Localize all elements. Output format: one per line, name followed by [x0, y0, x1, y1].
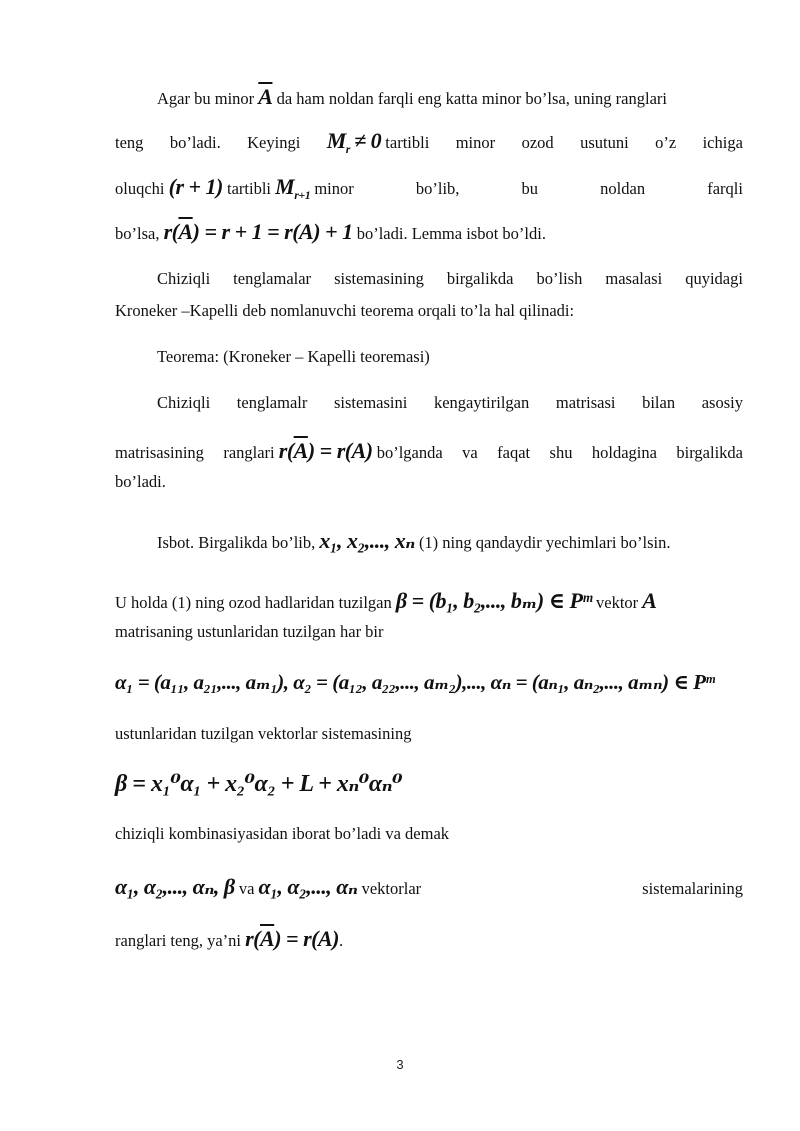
- text: chiziqli kombinasiyasidan iborat bo’ladi va demak: [115, 824, 450, 843]
- p1-line-3: [115, 176, 743, 201]
- math-system-alpha: α₁, α₂,..., αₙ: [258, 874, 358, 899]
- text: bo’lsa,: [115, 224, 160, 243]
- word: bo’lganda: [376, 443, 443, 462]
- text: Agar bu minor: [157, 89, 255, 108]
- word: quyidagi: [685, 269, 743, 288]
- math-rank-equation: $r(\overline{A}) = r + 1 = r(A) + 1$: [163, 219, 353, 244]
- word: ichiga: [702, 133, 743, 152]
- math-minor-nonzero: [327, 130, 430, 155]
- text: vektor: [596, 593, 639, 612]
- word: faqat: [497, 443, 531, 462]
- page-number: 3: [396, 1057, 404, 1072]
- word: shu: [549, 443, 573, 462]
- math-matrix-a-bar: $\overline{A}$: [258, 84, 273, 109]
- p1-line-2: [115, 130, 743, 155]
- p5-line-5: [115, 826, 743, 843]
- word: ranglari: [223, 443, 275, 462]
- equation-alpha-columns: [115, 672, 743, 693]
- p5-line-2: [115, 590, 743, 612]
- text: ranglari teng, ya’ni: [115, 931, 241, 950]
- p5-line-3: [115, 624, 743, 641]
- word: holdagina: [591, 443, 657, 462]
- text: (1) ning qandaydir yechimlari bo’lsin.: [418, 533, 671, 552]
- word: tartibli: [227, 179, 271, 198]
- math-subscript: r: [345, 142, 350, 156]
- math-rank-conclusion: $r(\overline{A}) = r(A)$: [245, 926, 339, 951]
- word: tenglamalar: [233, 269, 312, 288]
- word: bu: [521, 179, 539, 198]
- math-symbol: M: [275, 174, 295, 199]
- p1-line-1: [157, 86, 743, 108]
- text: ustunlaridan tuzilgan vektorlar sistemasining: [115, 724, 412, 743]
- word: Keyingi: [247, 133, 301, 152]
- word: bo’ladi.: [169, 133, 221, 152]
- p4-line-3: [115, 474, 743, 491]
- word: asosiy: [701, 393, 743, 412]
- word: tenglamalr: [236, 393, 308, 412]
- p1-line-4: [115, 221, 743, 243]
- word: bo’lib,: [415, 179, 460, 198]
- word: va: [238, 879, 255, 898]
- math-beta-vector: β = (b₁, b₂,..., bₘ) ∈ Pᵐ: [395, 588, 592, 613]
- math-alpha-vectors: α₁ = (a₁₁, a₂₁,..., aₘ₁), α₂ = (a₁₂, a₂₂,..., aₘ₂),..., αₙ = (aₙ₁, aₙ₂,..., aₘₙ) ∈ Pᵐ: [115, 670, 715, 694]
- math-symbol: ≠ 0: [354, 128, 382, 153]
- math-linear-combination: β = x₁⁰α₁ + x₂⁰α₂ + L + xₙ⁰αₙ⁰: [115, 771, 403, 797]
- p2-line-2: [115, 303, 743, 320]
- word: masalasi: [605, 269, 663, 288]
- word: tartibli: [385, 133, 430, 152]
- math-r-plus-one: (r + 1): [168, 174, 223, 199]
- word: bilan: [642, 393, 676, 412]
- word: birgalikda: [676, 443, 743, 462]
- word: sistemasini: [333, 393, 408, 412]
- group: [115, 176, 354, 201]
- theorem-title: [157, 349, 743, 366]
- word: minor: [455, 133, 496, 152]
- word: minor: [314, 179, 354, 198]
- word: oluqchi: [115, 179, 165, 198]
- p2-line-1: [157, 271, 743, 288]
- text: Isbot. Birgalikda bo’lib,: [157, 533, 316, 552]
- math-solution-vars: x₁, x₂,..., xₙ: [319, 528, 415, 553]
- word: bo’lish: [536, 269, 583, 288]
- word: teng: [115, 133, 144, 152]
- p5-line-6: [115, 876, 743, 898]
- word: kengaytirilgan: [433, 393, 530, 412]
- text: matrisaning ustunlaridan tuzilgan har bir: [115, 622, 384, 641]
- math-symbol: M: [326, 128, 346, 153]
- word: sistemasining: [334, 269, 424, 288]
- text: .: [338, 931, 344, 950]
- p5-line-7: [115, 928, 743, 950]
- word: farqli: [707, 179, 743, 198]
- p5-line-4: [115, 726, 743, 743]
- equation-beta-combination: [115, 772, 743, 796]
- text: U holda (1) ning ozod hadlaridan tuzilgan: [115, 593, 392, 612]
- word: o’z: [655, 133, 677, 152]
- word: Chiziqli: [157, 393, 211, 412]
- group: [223, 440, 442, 462]
- word: birgalikda: [446, 269, 514, 288]
- word: ozod: [521, 133, 554, 152]
- math-matrix-a: A: [642, 588, 657, 613]
- text: bo’ladi. Lemma isbot bo’ldi.: [356, 224, 546, 243]
- word: sistemalarining: [642, 879, 743, 898]
- word: matrisasining: [115, 443, 204, 462]
- p4-line-2: [115, 440, 743, 462]
- word: usutuni: [580, 133, 629, 152]
- word: Chiziqli: [157, 269, 211, 288]
- text: bo’ladi.: [115, 472, 166, 491]
- word: matrisasi: [555, 393, 616, 412]
- group: [115, 876, 421, 898]
- text: Teorema: (Kroneker – Kapelli teoremasi): [157, 347, 430, 366]
- math-subscript: r+1: [294, 188, 311, 202]
- p5-line-1: [157, 530, 743, 552]
- word: vektorlar: [361, 879, 422, 898]
- word: noldan: [600, 179, 646, 198]
- math-system-with-beta: α₁, α₂,..., αₙ, β: [115, 874, 235, 899]
- text: Kroneker –Kapelli deb nomlanuvchi teorema orqali to’la hal qilinadi:: [115, 301, 575, 320]
- p4-line-1: [157, 395, 743, 412]
- text: da ham noldan farqli eng katta minor bo’lsa, uning ranglari: [276, 89, 667, 108]
- word: va: [462, 443, 478, 462]
- math-rank-equality: $r(\overline{A}) = r(A)$: [278, 438, 373, 463]
